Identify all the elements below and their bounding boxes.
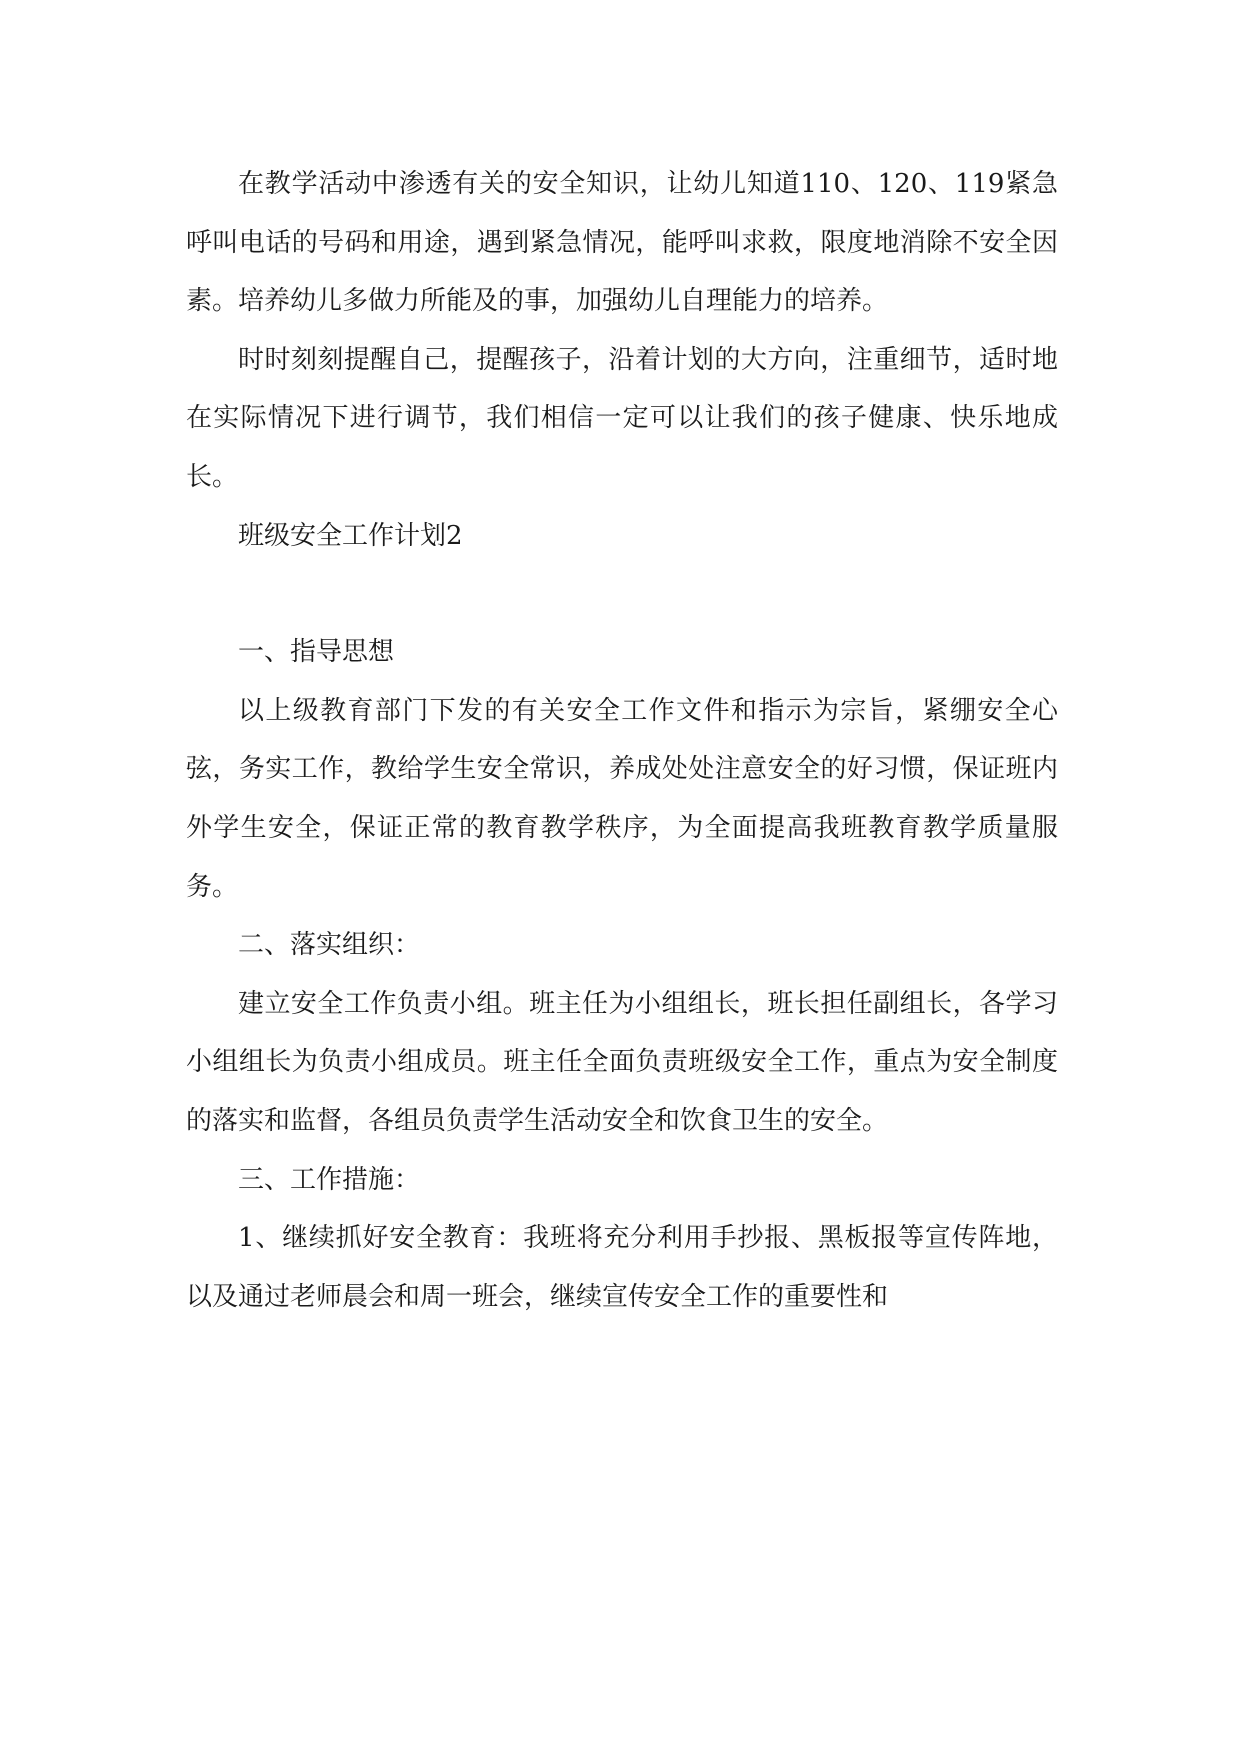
heading-organization: 二、落实组织： xyxy=(238,930,421,961)
paragraph-measure-1: 1、继续抓好安全教育：我班将充分利用手抄报、黑板报等宣传阵地，以及通过老师晨会和周一班会，继续宣传安全工作的重要性和 xyxy=(186,1223,1058,1312)
document-body xyxy=(186,155,1058,1326)
paragraph-guiding-ideology: 以上级教育部门下发的有关安全工作文件和指示为宗旨，紧绷安全心弦，务实工作，教给学生安全常识，养成处处注意安全的好习惯，保证班内外学生安全，保证正常的教育教学秩序，为全面提高我班教育教学质量服务。 xyxy=(186,695,1058,902)
paragraph-safety-knowledge: 在教学活动中渗透有关的安全知识，让幼儿知道110、120、119紧急呼叫电话的号码和用途，遇到紧急情况，能呼叫求救，限度地消除不安全因素。培养幼儿多做力所能及的事，加强幼儿自理能力的培养。 xyxy=(186,169,1058,317)
paragraph-reminders: 时时刻刻提醒自己，提醒孩子，沿着计划的大方向，注重细节，适时地在实际情况下进行调节，我们相信一定可以让我们的孩子健康、快乐地成长。 xyxy=(186,344,1058,492)
heading-guiding-ideology: 一、指导思想 xyxy=(238,637,395,668)
section-title-plan-2: 班级安全工作计划2 xyxy=(238,520,463,551)
heading-measures: 三、工作措施： xyxy=(238,1164,421,1195)
paragraph-organization: 建立安全工作负责小组。班主任为小组组长，班长担任副组长，各学习小组组长为负责小组成员。班主任全面负责班级安全工作，重点为安全制度的落实和监督，各组员负责学生活动安全和饮食卫生的安全。 xyxy=(186,988,1058,1136)
